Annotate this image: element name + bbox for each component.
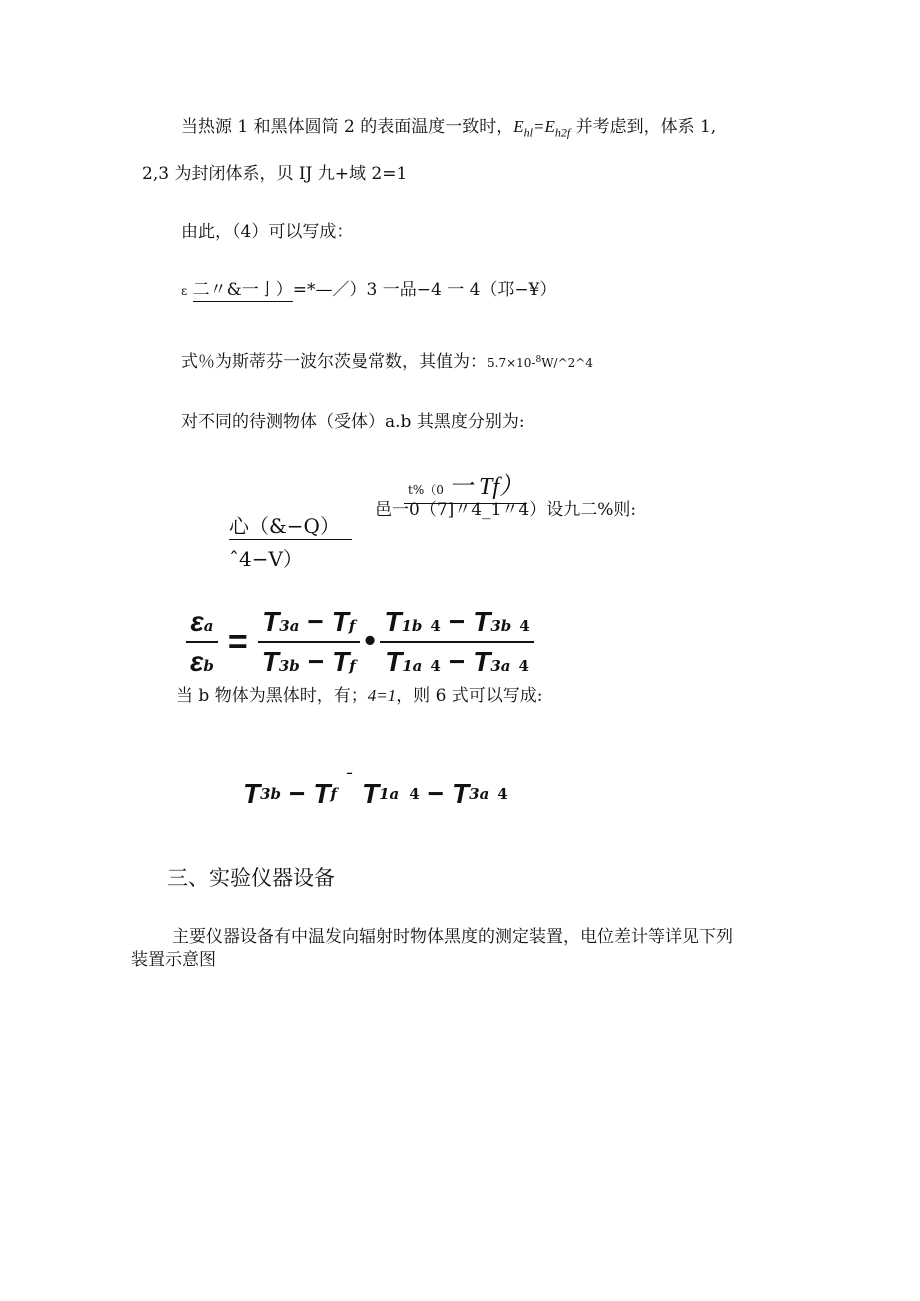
fraction-left-underlined: 心（&−Q） xyxy=(229,510,352,539)
paragraph-blackbody-case xyxy=(176,685,543,707)
equals-sign: = xyxy=(227,622,248,661)
blackbody-formula-partial: T 3b − T f ˉ T 1a 4 − T 3a 4 xyxy=(243,769,508,809)
section-heading: 三、实验仪器设备 xyxy=(167,866,335,890)
paragraph-equipment-cont: 装置示意图 xyxy=(131,950,216,970)
paragraph-stefan-boltzmann xyxy=(181,349,593,374)
equation-line-garbled xyxy=(181,279,556,302)
energy-symbol-1: $E_{hl}=E_{h2f}$ xyxy=(513,117,571,140)
fraction-right-line: 邑一0（7]〃4_1〃4）设九二%则: xyxy=(375,500,637,520)
para1-text: 当热源 1 和黑体圆筒 2 的表面温度一致时， xyxy=(181,117,514,137)
fraction-left-below: ˆ4−V） xyxy=(229,547,303,571)
emissivity-ratio-formula xyxy=(186,606,534,678)
fraction-top-small: t%（0 xyxy=(408,483,444,497)
fraction-top-big: 一 Tf） xyxy=(448,474,523,500)
equation-underlined-part: 二〃&一亅） xyxy=(192,280,293,300)
temperature-difference-fraction: T 3a − T f T 3b − T f xyxy=(258,606,360,678)
multiply-dot: • xyxy=(361,627,379,657)
lhs-fraction: ε a ε b xyxy=(186,606,218,678)
para3-text: 式％为斯蒂芬一波尔茨曼常数，其值为： xyxy=(181,352,487,372)
para1-tail: 并考虑到，体系 1, xyxy=(570,117,717,137)
stefan-boltzmann-value: 5.7×10-$^8$W/^2^4 xyxy=(487,355,593,370)
paragraph-equipment: 主要仪器设备有中温发向辐射时物体黑度的测定装置，电位差计等详见下列 xyxy=(172,927,733,947)
paragraph-rewrite: 由此，（4）可以写成： xyxy=(181,222,354,242)
paragraph-surface-temperature xyxy=(181,116,716,143)
paragraph-emissivity-intro: 对不同的待测物体（受体）a.b 其黑度分别为: xyxy=(181,412,525,432)
epsilon-symbol: ε xyxy=(181,284,188,298)
para5-math: 4=1 xyxy=(367,686,397,705)
paragraph-closed-system: 2,3 为封闭体系，贝 IJ 九+域 2=1 xyxy=(142,164,408,184)
para5-tail: ，则 6 式可以写成: xyxy=(396,686,543,706)
fourth-power-fraction: T 1b 4 − T 3b 4 T 1a 4 − T 3a 4 xyxy=(380,606,533,678)
equation-rest: =*—／）3 一品−4 一 4（邛−¥） xyxy=(292,280,557,300)
para5-text: 当 b 物体为黑体时，有； xyxy=(176,686,368,706)
